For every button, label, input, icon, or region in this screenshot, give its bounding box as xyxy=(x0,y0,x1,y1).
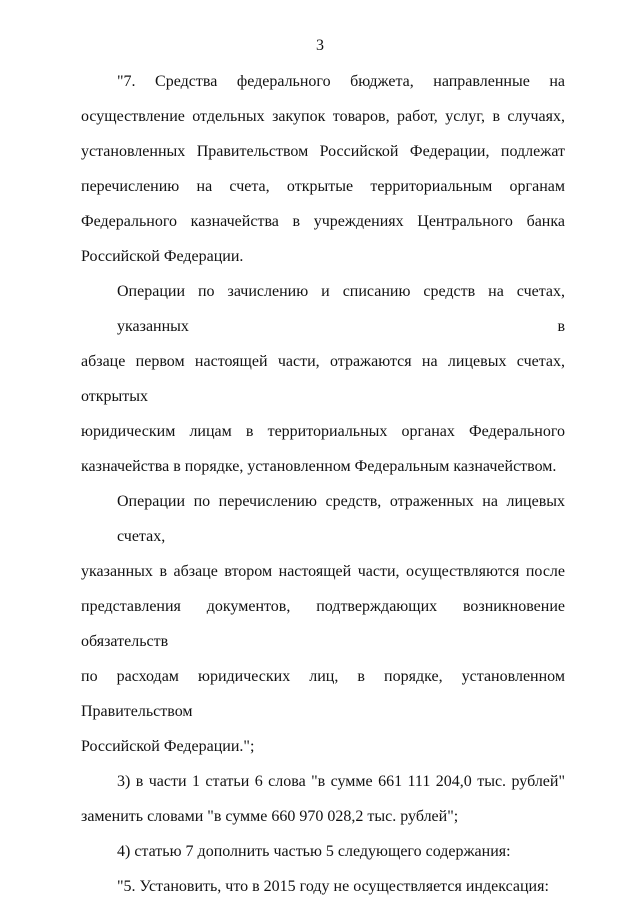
text-line: Федерального казначейства в учреждениях Центрального банка xyxy=(81,213,565,230)
paragraph-2 xyxy=(81,274,565,484)
text-line: "7. Средства федерального бюджета, направленные на xyxy=(117,73,565,90)
paragraph-5 xyxy=(81,834,565,869)
paragraph-3 xyxy=(81,484,565,764)
text-line: "5. Установить, что в 2015 году не осуществляется индексация: xyxy=(117,878,549,895)
text-line: установленных Правительством Российской Федерации, подлежат xyxy=(81,143,565,160)
text-line: 3) в части 1 статьи 6 слова "в сумме 661 111 204,0 тыс. рублей" xyxy=(117,773,565,790)
document-body xyxy=(81,64,565,904)
text-line: абзаце первом настоящей части, отражаются на лицевых счетах, открытых xyxy=(81,353,565,405)
paragraph-6 xyxy=(81,869,565,904)
text-line: по расходам юридических лиц, в порядке, установленном Правительством xyxy=(81,668,565,720)
text-line: юридическим лицам в территориальных органах Федерального xyxy=(81,423,565,440)
page-number: 3 xyxy=(316,37,324,54)
text-line: представления документов, подтверждающих возникновение обязательств xyxy=(81,598,565,650)
text-line: Российской Федерации."; xyxy=(81,738,255,755)
paragraph-4 xyxy=(81,764,565,834)
text-line: перечислению на счета, открытые территориальным органам xyxy=(81,178,565,195)
text-line: Операции по перечислению средств, отраженных на лицевых счетах, xyxy=(117,493,565,545)
paragraph-1 xyxy=(81,64,565,274)
text-line: указанных в абзаце втором настоящей части, осуществляются после xyxy=(81,563,565,580)
text-line: осуществление отдельных закупок товаров, работ, услуг, в случаях, xyxy=(81,108,565,125)
text-line: 4) статью 7 дополнить частью 5 следующего содержания: xyxy=(117,843,511,860)
text-line: Операции по зачислению и списанию средств на счетах, указанных в xyxy=(117,283,565,335)
text-line: Российской Федерации. xyxy=(81,248,244,265)
text-line: заменить словами "в сумме 660 970 028,2 тыс. рублей"; xyxy=(81,808,459,825)
text-line: казначейства в порядке, установленном Федеральным казначейством. xyxy=(81,458,557,475)
